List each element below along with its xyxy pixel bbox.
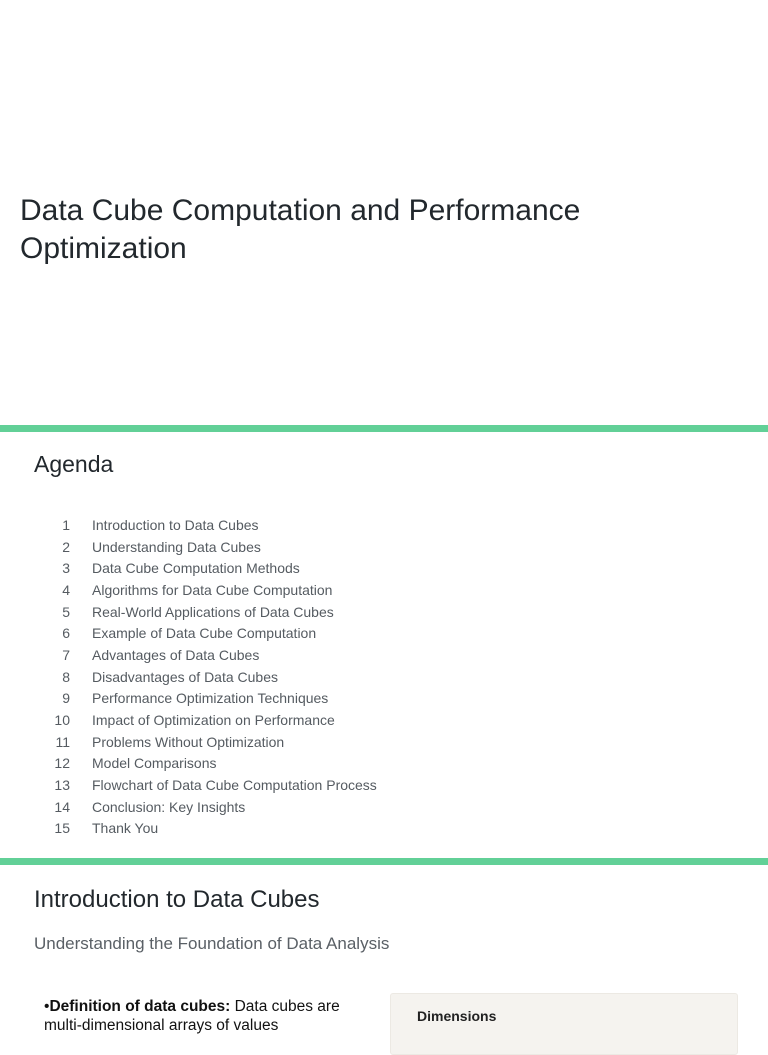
intro-slide xyxy=(0,865,768,1034)
agenda-item-label: Impact of Optimization on Performance xyxy=(92,712,335,729)
agenda-item-label: Conclusion: Key Insights xyxy=(92,798,246,815)
agenda-item-label: Data Cube Computation Methods xyxy=(92,560,300,577)
agenda-item-number: 9 xyxy=(62,690,70,707)
agenda-item-number: 2 xyxy=(62,538,70,555)
agenda-slide xyxy=(0,432,768,858)
intro-subtitle: Understanding the Foundation of Data Analysis xyxy=(34,934,390,953)
title-slide xyxy=(0,0,768,425)
agenda-item xyxy=(0,709,377,731)
intro-heading: Introduction to Data Cubes xyxy=(34,886,320,913)
agenda-item xyxy=(0,774,377,796)
presentation-title: Data Cube Computation and Performance Optimization xyxy=(20,194,581,265)
bullet-definition xyxy=(44,997,364,1035)
agenda-item-label: Understanding Data Cubes xyxy=(92,538,261,555)
agenda-item-label: Flowchart of Data Cube Computation Process xyxy=(92,777,377,794)
agenda-item-label: Model Comparisons xyxy=(92,755,217,772)
agenda-item-label: Introduction to Data Cubes xyxy=(92,516,259,533)
agenda-item-label: Thank You xyxy=(92,820,159,837)
agenda-item xyxy=(0,644,377,666)
agenda-item-number: 8 xyxy=(62,668,70,685)
agenda-item xyxy=(0,666,377,688)
agenda-item xyxy=(0,731,377,753)
agenda-item xyxy=(0,579,377,601)
agenda-item-label: Problems Without Optimization xyxy=(92,733,285,750)
agenda-item xyxy=(0,557,377,579)
agenda-item xyxy=(0,688,377,710)
agenda-item-label: Advantages of Data Cubes xyxy=(92,646,260,663)
agenda-item xyxy=(0,601,377,623)
agenda-item-number: 4 xyxy=(62,581,70,598)
bullet-term: Definition of data cubes: xyxy=(49,998,231,1015)
agenda-item xyxy=(0,753,377,775)
agenda-item-number: 14 xyxy=(54,798,70,815)
bullet-marker: • xyxy=(44,998,50,1015)
agenda-item-number: 11 xyxy=(55,733,70,750)
agenda-item xyxy=(0,818,377,840)
dimensions-card-title: Dimensions xyxy=(417,1008,497,1024)
agenda-item-number: 7 xyxy=(62,646,70,663)
bullet-text: Data cubes are multi-dimensional arrays of values xyxy=(44,998,340,1034)
agenda-item-number: 12 xyxy=(54,755,70,772)
agenda-item-number: 10 xyxy=(54,712,70,729)
agenda-item-number: 1 xyxy=(62,516,70,533)
agenda-item-number: 13 xyxy=(54,777,70,794)
agenda-item xyxy=(0,536,377,558)
slide-divider xyxy=(0,425,768,432)
agenda-item xyxy=(0,622,377,644)
agenda-item-number: 6 xyxy=(62,625,70,642)
agenda-list xyxy=(0,514,377,839)
agenda-item-label: Example of Data Cube Computation xyxy=(92,625,317,642)
agenda-item-label: Performance Optimization Techniques xyxy=(92,690,329,707)
agenda-item xyxy=(0,796,377,818)
agenda-heading: Agenda xyxy=(34,451,114,477)
agenda-item-number: 15 xyxy=(54,820,70,837)
agenda-item xyxy=(0,514,377,536)
dimensions-card xyxy=(390,993,738,1055)
slide-divider xyxy=(0,858,768,865)
agenda-item-number: 3 xyxy=(62,560,70,577)
agenda-item-label: Algorithms for Data Cube Computation xyxy=(92,581,333,598)
agenda-item-number: 5 xyxy=(62,603,70,620)
agenda-item-label: Disadvantages of Data Cubes xyxy=(92,668,278,685)
agenda-item-label: Real-World Applications of Data Cubes xyxy=(92,603,334,620)
